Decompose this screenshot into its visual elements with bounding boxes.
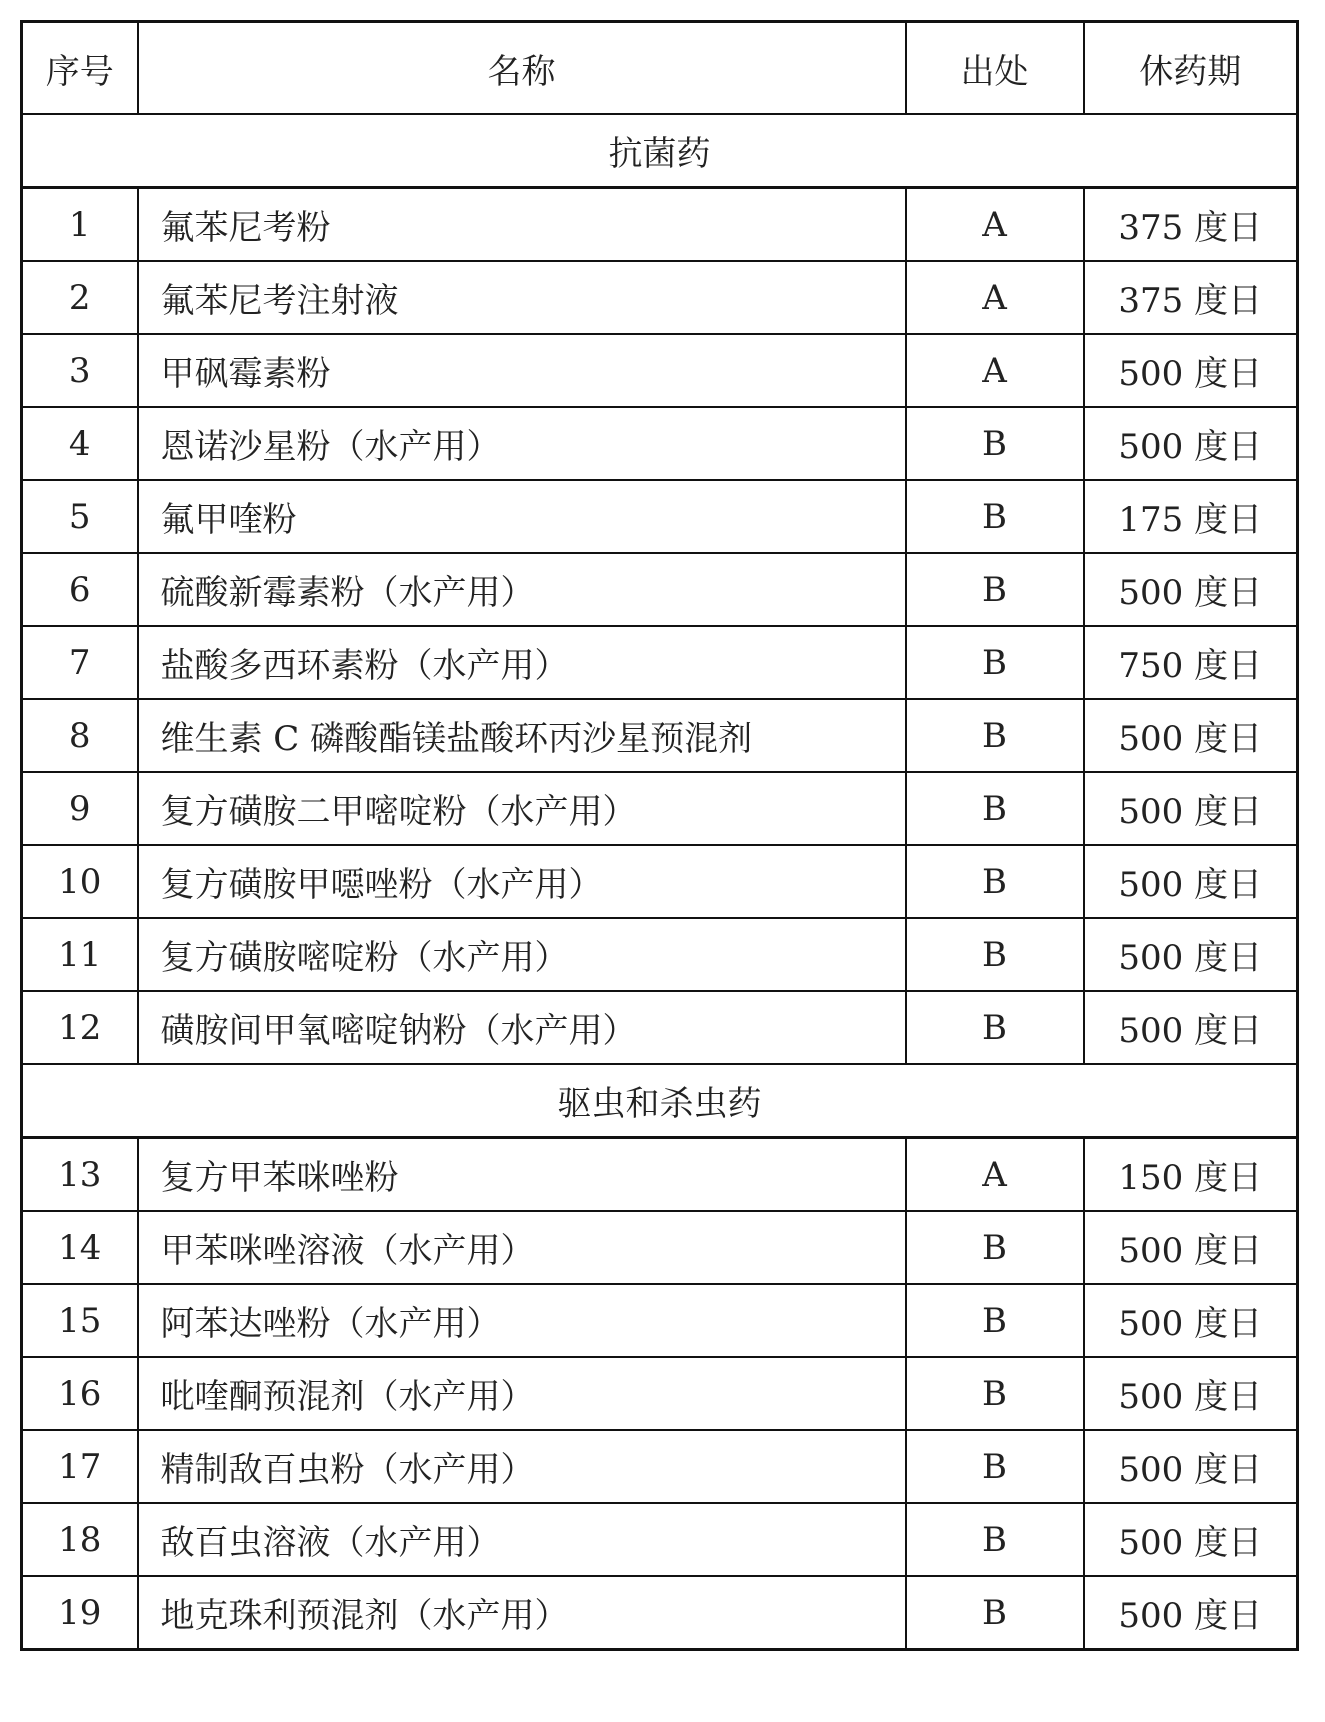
table-row — [22, 480, 1298, 553]
cell-name: 阿苯达唑粉（水产用） — [138, 1284, 906, 1357]
cell-name: 氟苯尼考粉 — [138, 188, 906, 262]
cell-index: 14 — [22, 1211, 138, 1284]
cell-index: 10 — [22, 845, 138, 918]
table-row — [22, 1138, 1298, 1212]
section-title: 抗菌药 — [22, 114, 1298, 188]
cell-withdrawal: 500 度日 — [1084, 334, 1298, 407]
cell-withdrawal: 500 度日 — [1084, 1430, 1298, 1503]
cell-source: A — [906, 334, 1084, 407]
cell-name: 复方磺胺嘧啶粉（水产用） — [138, 918, 906, 991]
cell-source: B — [906, 1357, 1084, 1430]
table-row — [22, 261, 1298, 334]
cell-name: 吡喹酮预混剂（水产用） — [138, 1357, 906, 1430]
cell-name: 甲砜霉素粉 — [138, 334, 906, 407]
cell-index: 3 — [22, 334, 138, 407]
cell-name: 地克珠利预混剂（水产用） — [138, 1576, 906, 1650]
cell-name: 磺胺间甲氧嘧啶钠粉（水产用） — [138, 991, 906, 1064]
cell-index: 2 — [22, 261, 138, 334]
cell-index: 13 — [22, 1138, 138, 1212]
table-body — [22, 114, 1298, 1650]
cell-withdrawal: 500 度日 — [1084, 845, 1298, 918]
header-index: 序号 — [22, 22, 138, 115]
cell-index: 7 — [22, 626, 138, 699]
cell-source: B — [906, 772, 1084, 845]
cell-source: B — [906, 1284, 1084, 1357]
cell-index: 18 — [22, 1503, 138, 1576]
cell-name: 复方磺胺甲噁唑粉（水产用） — [138, 845, 906, 918]
cell-index: 4 — [22, 407, 138, 480]
table-row — [22, 188, 1298, 262]
cell-source: A — [906, 1138, 1084, 1212]
table-row — [22, 1503, 1298, 1576]
cell-index: 6 — [22, 553, 138, 626]
table-row — [22, 991, 1298, 1064]
cell-index: 16 — [22, 1357, 138, 1430]
cell-index: 12 — [22, 991, 138, 1064]
cell-name: 精制敌百虫粉（水产用） — [138, 1430, 906, 1503]
section-row — [22, 114, 1298, 188]
cell-withdrawal: 500 度日 — [1084, 1211, 1298, 1284]
table-row — [22, 553, 1298, 626]
cell-source: B — [906, 1211, 1084, 1284]
cell-index: 11 — [22, 918, 138, 991]
table-row — [22, 918, 1298, 991]
cell-withdrawal: 750 度日 — [1084, 626, 1298, 699]
cell-withdrawal: 175 度日 — [1084, 480, 1298, 553]
cell-withdrawal: 500 度日 — [1084, 1284, 1298, 1357]
cell-withdrawal: 500 度日 — [1084, 699, 1298, 772]
cell-source: B — [906, 626, 1084, 699]
cell-index: 1 — [22, 188, 138, 262]
cell-name: 复方磺胺二甲嘧啶粉（水产用） — [138, 772, 906, 845]
cell-source: B — [906, 699, 1084, 772]
cell-withdrawal: 150 度日 — [1084, 1138, 1298, 1212]
table-row — [22, 626, 1298, 699]
table-row — [22, 1357, 1298, 1430]
cell-source: B — [906, 407, 1084, 480]
withdrawal-period-table — [20, 20, 1299, 1651]
cell-source: B — [906, 845, 1084, 918]
section-title: 驱虫和杀虫药 — [22, 1064, 1298, 1138]
cell-withdrawal: 500 度日 — [1084, 1503, 1298, 1576]
cell-withdrawal: 500 度日 — [1084, 1357, 1298, 1430]
cell-name: 氟甲喹粉 — [138, 480, 906, 553]
cell-name: 恩诺沙星粉（水产用） — [138, 407, 906, 480]
cell-source: B — [906, 553, 1084, 626]
cell-source: B — [906, 918, 1084, 991]
cell-index: 19 — [22, 1576, 138, 1650]
cell-source: B — [906, 1576, 1084, 1650]
cell-name: 盐酸多西环素粉（水产用） — [138, 626, 906, 699]
cell-withdrawal: 500 度日 — [1084, 918, 1298, 991]
table-row — [22, 845, 1298, 918]
table-row — [22, 1211, 1298, 1284]
cell-source: B — [906, 991, 1084, 1064]
cell-name: 维生素 C 磷酸酯镁盐酸环丙沙星预混剂 — [138, 699, 906, 772]
table-row — [22, 772, 1298, 845]
cell-source: A — [906, 261, 1084, 334]
table-row — [22, 1576, 1298, 1650]
cell-source: A — [906, 188, 1084, 262]
header-row — [22, 22, 1298, 115]
cell-index: 8 — [22, 699, 138, 772]
cell-source: B — [906, 480, 1084, 553]
cell-name: 甲苯咪唑溶液（水产用） — [138, 1211, 906, 1284]
cell-name: 复方甲苯咪唑粉 — [138, 1138, 906, 1212]
cell-name: 氟苯尼考注射液 — [138, 261, 906, 334]
table-row — [22, 1430, 1298, 1503]
cell-index: 17 — [22, 1430, 138, 1503]
cell-index: 5 — [22, 480, 138, 553]
table-row — [22, 699, 1298, 772]
cell-index: 9 — [22, 772, 138, 845]
table-row — [22, 334, 1298, 407]
header-source: 出处 — [906, 22, 1084, 115]
cell-name: 敌百虫溶液（水产用） — [138, 1503, 906, 1576]
cell-source: B — [906, 1503, 1084, 1576]
table-row — [22, 1284, 1298, 1357]
cell-withdrawal: 500 度日 — [1084, 772, 1298, 845]
cell-withdrawal: 500 度日 — [1084, 553, 1298, 626]
cell-withdrawal: 375 度日 — [1084, 188, 1298, 262]
cell-withdrawal: 500 度日 — [1084, 991, 1298, 1064]
cell-name: 硫酸新霉素粉（水产用） — [138, 553, 906, 626]
table-row — [22, 407, 1298, 480]
cell-withdrawal: 375 度日 — [1084, 261, 1298, 334]
cell-source: B — [906, 1430, 1084, 1503]
cell-index: 15 — [22, 1284, 138, 1357]
cell-withdrawal: 500 度日 — [1084, 407, 1298, 480]
section-row — [22, 1064, 1298, 1138]
cell-withdrawal: 500 度日 — [1084, 1576, 1298, 1650]
header-withdrawal: 休药期 — [1084, 22, 1298, 115]
header-name: 名称 — [138, 22, 906, 115]
